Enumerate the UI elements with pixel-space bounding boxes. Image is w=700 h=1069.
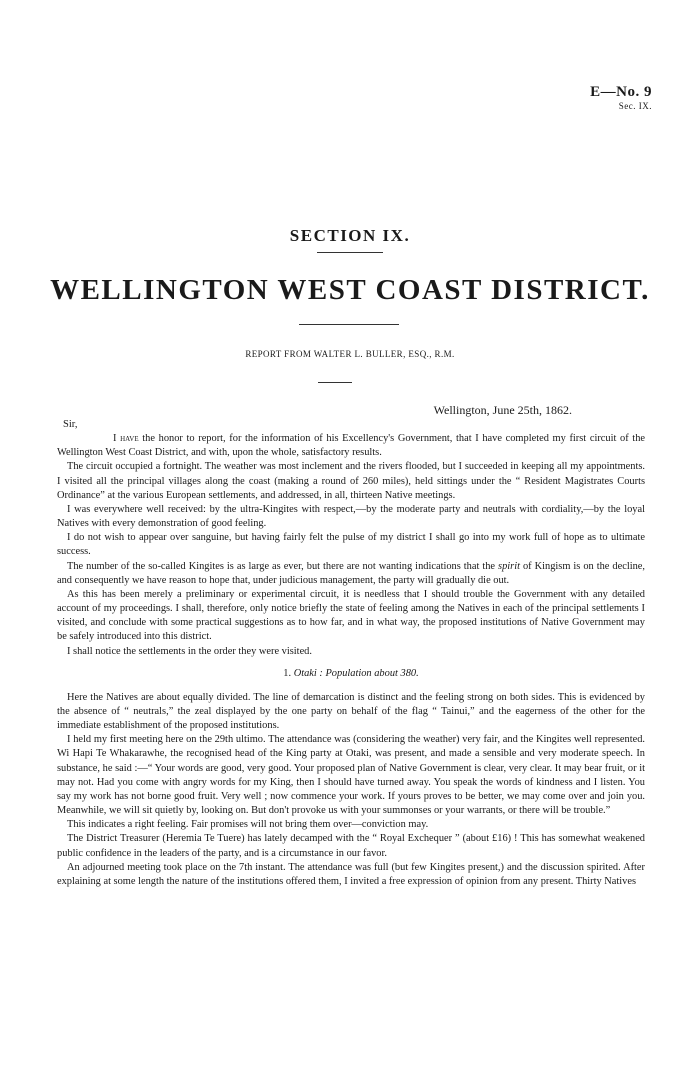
divider-rule xyxy=(299,324,399,325)
subheading-number: 1. xyxy=(283,667,292,679)
paragraph-lead: I have xyxy=(113,433,139,445)
section-title: SECTION IX. xyxy=(289,226,411,245)
report-body xyxy=(57,418,645,889)
paragraph: The District Treasurer (Heremia Te Tuere) has lately decamped with the “ Royal Exchequer ” (about £16) ! This has somewhat weakened public confidence in the leaders of the party, and is a circumstance in our favor. xyxy=(57,833,645,859)
paragraph xyxy=(57,560,645,588)
paragraph-text: The number of the so-called Kingites is as large as ever, but there are not wanting indications that the xyxy=(67,560,499,572)
reference-number: E—No. 9 xyxy=(590,84,652,100)
paragraph-text: of Kingism is on the decline, and consequently we have reason to hope that, under judicious management, the party will gradually die out. xyxy=(57,560,645,586)
settlement-subheading: 1. Otaki : Population about 380. xyxy=(283,667,419,679)
divider-rule xyxy=(318,382,352,383)
paragraph: An adjourned meeting took place on the 7th instant. The attendance was full (but few Kingites present,) and the discussion spirited. After explaining at some length the nature of the institutions offered them, I invited a free expression of opinion from any present. Thirty Natives xyxy=(57,861,645,887)
paragraph xyxy=(57,432,645,460)
divider-rule xyxy=(317,252,383,253)
paragraph: As this has been merely a preliminary or experimental circuit, it is needless that I should trouble the Government with any detailed account of my proceedings. I shall, therefore, only notice briefly the state of feeling among the Natives in each of the principal settlements I visited, and conclude with some practical suggestions as to how far, and in what way, the proposed institutions of Native Government may be safely introduced into this district. xyxy=(57,588,645,643)
paragraph: The circuit occupied a fortnight. The weather was most inclement and the rivers flooded, but I succeeded in keeping all my appointments. I visited all the principal villages along the coast (making a round of 260 miles), held sittings under the “ Resident Magistrates Courts Ordinance” at the various European settlements, and addressed, in all, thirteen Native meetings. xyxy=(57,461,645,501)
paragraph-text: the honor to report, for the information of his Excellency's Government, that I have completed my first circuit of the Wellington West Coast District, and with, upon the whole, satisfactory results. xyxy=(57,433,646,459)
salutation: Sir, xyxy=(63,419,78,430)
dateline: Wellington, June 25th, 1862. xyxy=(433,403,572,417)
subheading-population: Population about 380. xyxy=(325,667,419,679)
subheading-place: Otaki xyxy=(293,667,317,679)
paragraph: I was everywhere well received: by the ultra-Kingites with respect,—by the moderate party and neutrals with cordiality,—by the loyal Natives with every demonstration of good feeling. xyxy=(57,503,645,530)
reference-section: Sec. IX. xyxy=(618,101,652,111)
paragraph: I held my first meeting here on the 29th ultimo. The attendance was (considering the weather) very fair, and the Kingites well represented. Wi Hapi Te Whakarawhe, the recognised head of the King party at Otaki, was present, and made a sensible and very moderate speech. In substance, he said :—“ Your words are good, very good. Your proposed plan of Native Government is clear, very clear. It may bear fruit, or it may not. Had you come with angry words for my King, then I should have turned away. You speak the words of kindness and I listen. You say my work has not borne good fruit. Very well ; now commence your work. If yours proves to be better, we may come over and join you. Meanwhile, we will sit quietly by, looking on. But don't provoke us with your summonses or your warrants, or there will be trouble.” xyxy=(57,734,645,817)
paragraph: This indicates a right feeling. Fair promises will not bring them over—conviction may. xyxy=(67,819,429,831)
paragraph: Here the Natives are about equally divided. The line of demarcation is distinct and the feeling strong on both sides. This is evidenced by the absence of “ neutrals,” the zeal displayed by the one party on behalf of the flag “ Tainui,” and the eagerness of the other for the immediate establishment of the proposed institutions. xyxy=(57,691,645,732)
main-title: WELLINGTON WEST COAST DISTRICT. xyxy=(50,274,650,306)
paragraph: I do not wish to appear over sanguine, but having fairly felt the pulse of my district I shall go into my work full of hope as to ultimate success. xyxy=(57,532,645,558)
report-byline: REPORT FROM WALTER L. BULLER, ESQ., R.M. xyxy=(245,349,455,359)
paragraph: I shall notice the settlements in the order they were visited. xyxy=(67,645,312,657)
document-reference xyxy=(590,84,652,111)
emphasis: spirit xyxy=(498,560,520,572)
